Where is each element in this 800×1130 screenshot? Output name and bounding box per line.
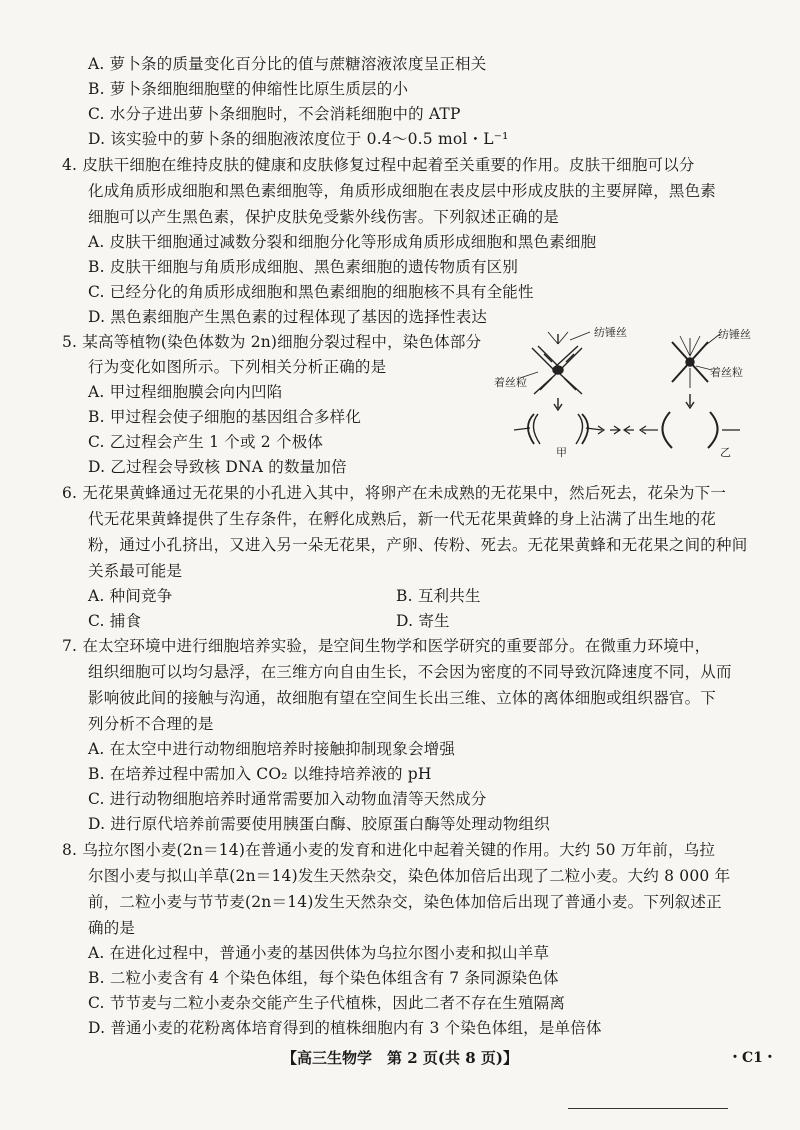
footer-code: ・C1・	[728, 1050, 777, 1066]
q5-option-d: D. 乙过程会导致核 DNA 的数量加倍	[88, 458, 347, 476]
q4-option-b: B. 皮肤干细胞与角质形成细胞、黑色素细胞的遗传物质有区别	[88, 258, 519, 276]
q8-option-c: C. 节节麦与二粒小麦杂交能产生子代植株，因此二者不存在生殖隔离	[88, 994, 566, 1012]
q8-stem-line-1: 8. 乌拉尔图小麦(2n＝14)在普通小麦的发育和进化中起着关键的作用。大约 50 万年前，乌拉	[62, 841, 716, 859]
q8-stem-line-2: 尔图小麦与拟山羊草(2n＝14)发生天然杂交，染色体加倍后出现了二粒小麦。大约 8 000 年	[88, 867, 731, 885]
q4-stem-line-1: 4. 皮肤干细胞在维持皮肤的健康和皮肤修复过程中起着至关重要的作用。皮肤干细胞可以分	[62, 156, 695, 174]
q4-option-c: C. 已经分化的角质形成细胞和黑色素细胞的细胞核不具有全能性	[88, 283, 534, 301]
spindle-label-left: 纺锤丝	[594, 326, 627, 339]
q3-option-d: D. 该实验中的萝卜条的细胞液浓度位于 0.4～0.5 mol・L⁻¹	[88, 130, 509, 148]
q8-option-b: B. 二粒小麦含有 4 个染色体组，每个染色体组含有 7 条同源染色体	[88, 969, 559, 987]
chromosome-behavior-figure	[494, 326, 756, 458]
q8-stem-line-4: 确的是	[88, 919, 136, 937]
q8-stem-line-3: 前，二粒小麦与节节麦(2n＝14)发生天然杂交，染色体加倍后出现了普通小麦。下列叙述正	[88, 893, 722, 911]
q6-stem-line-4: 关系最可能是	[88, 562, 183, 580]
q7-stem-line-4: 列分析不合理的是	[88, 715, 214, 733]
q6-option-d: D. 寄生	[396, 612, 450, 630]
q7-stem-line-3: 影响彼此间的接触与沟通，故细胞有望在空间生长出三维、立体的离体细胞或组织器官。下	[88, 689, 717, 707]
footer-page-info: 【高三生物学 第 2 页(共 8 页)】	[282, 1049, 518, 1067]
q5-stem-line-2: 行为变化如图所示。下列相关分析正确的是	[88, 358, 387, 376]
q6-option-a: A. 种间竞争	[88, 587, 173, 605]
q6-stem-line-2: 代无花果黄蜂提供了生存条件，在孵化成熟后，新一代无花果黄蜂的身上沾满了出生地的花	[88, 510, 717, 528]
jia-separated	[514, 414, 604, 444]
spindle-label-right: 纺锤丝	[718, 328, 751, 341]
q8-option-d: D. 普通小麦的花粉离体培育得到的植株细胞内有 3 个染色体组，是单倍体	[88, 1019, 602, 1037]
q7-stem-line-1: 7. 在太空环境中进行细胞培养实验，是空间生物学和医学研究的重要部分。在微重力环境中，	[62, 637, 711, 655]
q7-option-b: B. 在培养过程中需加入 CO₂ 以维持培养液的 pH	[88, 765, 432, 783]
jia-tetrad	[532, 332, 582, 394]
q5-option-c: C. 乙过程会产生 1 个或 2 个极体	[88, 433, 324, 451]
q6-option-c: C. 捕食	[88, 612, 142, 630]
q6-stem-line-1: 6. 无花果黄蜂通过无花果的小孔进入其中，将卵产在未成熟的无花果中，然后死去，花朵为下一	[62, 484, 727, 502]
q5-option-a: A. 甲过程细胞膜会向内凹陷	[88, 383, 283, 401]
q6-stem-line-3: 粉，通过小孔挤出，又进入另一朵无花果，产卵、传粉、死去。无花果黄蜂和无花果之间的种间	[88, 536, 748, 554]
q3-option-b: B. 萝卜条细胞细胞壁的伸缩性比原生质层的小	[88, 80, 409, 98]
q5-stem-line-1: 5. 某高等植物(染色体数为 2n)细胞分裂过程中，染色体部分	[62, 333, 482, 351]
yi-separated	[640, 412, 740, 448]
q7-option-c: C. 进行动物细胞培养时通常需要加入动物血清等天然成分	[88, 790, 487, 808]
q6-option-b: B. 互利共生	[396, 587, 481, 605]
q3-option-a: A. 萝卜条的质量变化百分比的值与蔗糖溶液浓度呈正相关	[88, 55, 487, 73]
q4-option-a: A. 皮肤干细胞通过减数分裂和细胞分化等形成角质形成细胞和黑色素细胞	[88, 233, 597, 251]
q4-stem-line-2: 化成角质形成细胞和黑色素细胞等，角质形成细胞在表皮层中形成皮肤的主要屏障，黑色素	[88, 182, 717, 200]
yi-chromosome	[672, 336, 708, 388]
q5-option-b: B. 甲过程会使子细胞的基因组合多样化	[88, 408, 362, 426]
q4-option-d: D. 黑色素细胞产生黑色素的过程体现了基因的选择性表达	[88, 308, 488, 326]
centromere-label-left: 着丝粒	[494, 376, 527, 389]
q7-stem-line-2: 组织细胞可以均匀悬浮，在三维方向自由生长，不会因为密度的不同导致沉降速度不同，从而	[88, 663, 732, 681]
q7-option-a: A. 在太空中进行动物细胞培养时接触抑制现象会增强	[88, 740, 456, 758]
q4-stem-line-3: 细胞可以产生黑色素，保护皮肤免受紫外线伤害。下列叙述正确的是	[88, 208, 560, 226]
figure-label-jia: 甲	[556, 446, 567, 458]
centromere-label-right: 着丝粒	[710, 366, 743, 379]
q8-option-a: A. 在进化过程中，普通小麦的基因供体为乌拉尔图小麦和拟山羊草	[88, 944, 550, 962]
q7-option-d: D. 进行原代培养前需要使用胰蛋白酶、胶原蛋白酶等处理动物组织	[88, 815, 550, 833]
figure-label-yi: 乙	[720, 446, 731, 458]
bottom-rule	[568, 1108, 728, 1109]
q3-option-c: C. 水分子进出萝卜条细胞时，不会消耗细胞中的 ATP	[88, 105, 461, 123]
